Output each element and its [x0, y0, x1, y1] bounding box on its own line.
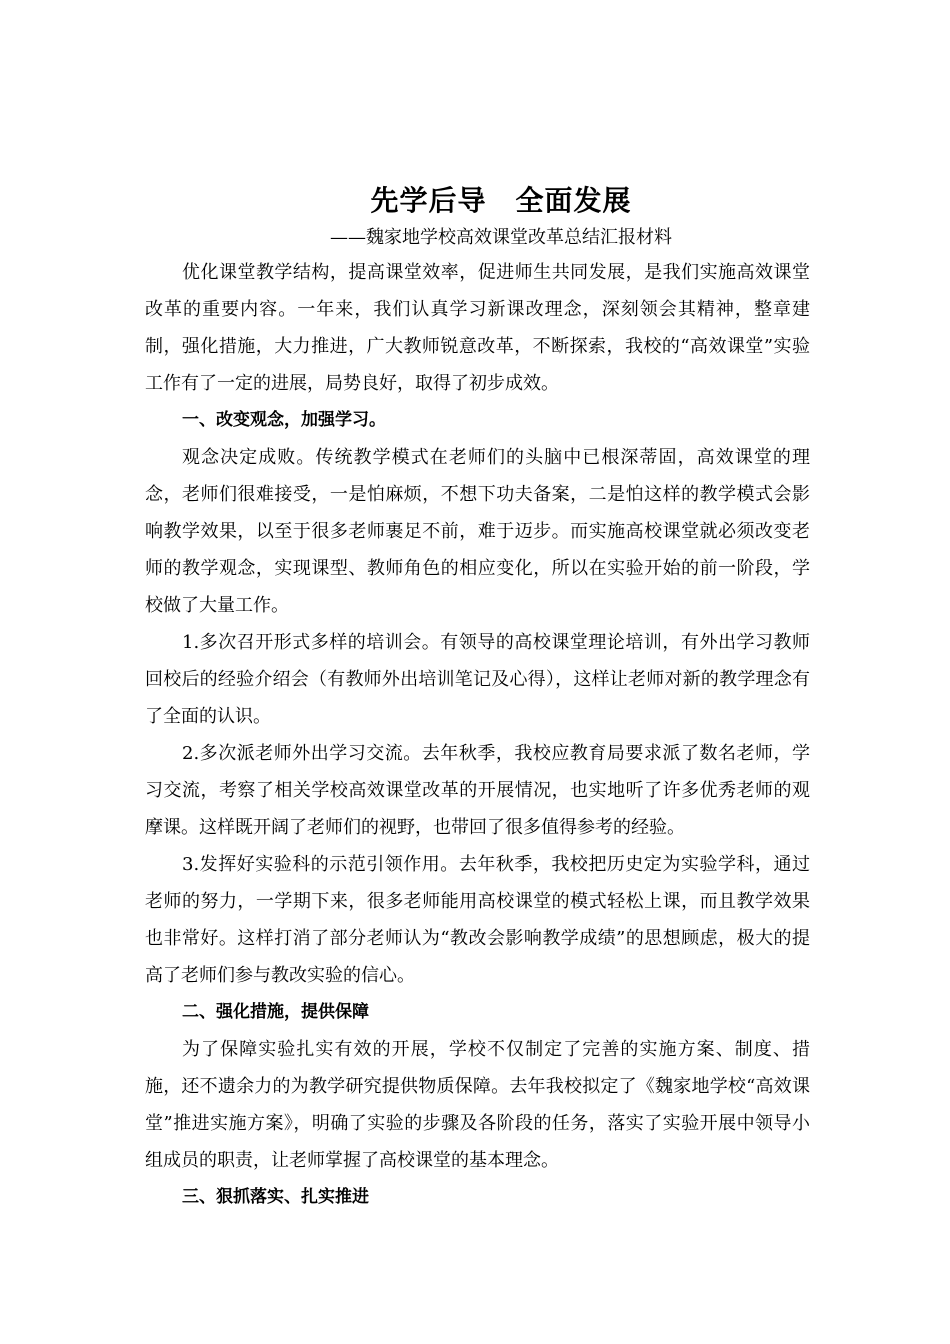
section-heading-3: 三、狠抓落实、扎实推进 [182, 1187, 369, 1207]
paragraph: 3.发挥好实验科的示范引领作用。去年秋季，我校把历史定为实验学科，通过老师的努力，一学期下来，很多老师能用高校课堂的模式轻松上课，而且教学效果也非常好。这样打消了部分老师认为“教改会影响教学成绩”的思想顾虑，极大的提高了老师们参与教改实验的信心。 [145, 854, 810, 986]
paragraph: 为了保障实验扎实有效的开展，学校不仅制定了完善的实施方案、制度、措施，还不遗余力的为教学研究提供物质保障。去年我校拟定了《魏家地学校“高效课堂”推进实施方案》，明确了实验的步骤及各阶段的任务，落实了实验开展中领导小组成员的职责，让老师掌握了高校课堂的基本理念。 [145, 1039, 810, 1171]
paragraph: 观念决定成败。传统教学模式在老师们的头脑中已根深蒂固，高效课堂的理念，老师们很难接受，一是怕麻烦，不想下功夫备案，二是怕这样的教学模式会影响教学效果，以至于很多老师裹足不前，难于迈步。而实施高校课堂就必须改变老师的教学观念，实现课型、教师角色的相应变化，所以在实验开始的前一阶段，学校做了大量工作。 [145, 447, 810, 616]
section-heading-2: 二、强化措施，提供保障 [182, 1002, 369, 1022]
paragraph-intro: 优化课堂教学结构，提高课堂效率，促进师生共同发展，是我们实施高效课堂改革的重要内容。一年来，我们认真学习新课改理念，深刻领会其精神，整章建制，强化措施，大力推进，广大教师锐意改革，不断探索，我校的“高效课堂”实验工作有了一定的进展，局势良好，取得了初步成效。 [145, 262, 810, 394]
paragraph: 1.多次召开形式多样的培训会。有领导的高校课堂理论培训，有外出学习教师回校后的经验介绍会（有教师外出培训笔记及心得），这样让老师对新的教学理念有了全面的认识。 [145, 632, 810, 727]
section-heading-1: 一、改变观念，加强学习。 [182, 410, 386, 430]
document-body [145, 254, 810, 1216]
document-title: 先学后导 全面发展 [370, 184, 632, 217]
paragraph: 2.多次派老师外出学习交流。去年秋季，我校应教育局要求派了数名老师，学习交流，考察了相关学校高效课堂改革的开展情况，也实地听了许多优秀老师的观摩课。这样既开阔了老师们的视野，也带回了很多值得参考的经验。 [145, 743, 810, 838]
document-subtitle: ——魏家地学校高效课堂改革总结汇报材料 [330, 227, 672, 248]
